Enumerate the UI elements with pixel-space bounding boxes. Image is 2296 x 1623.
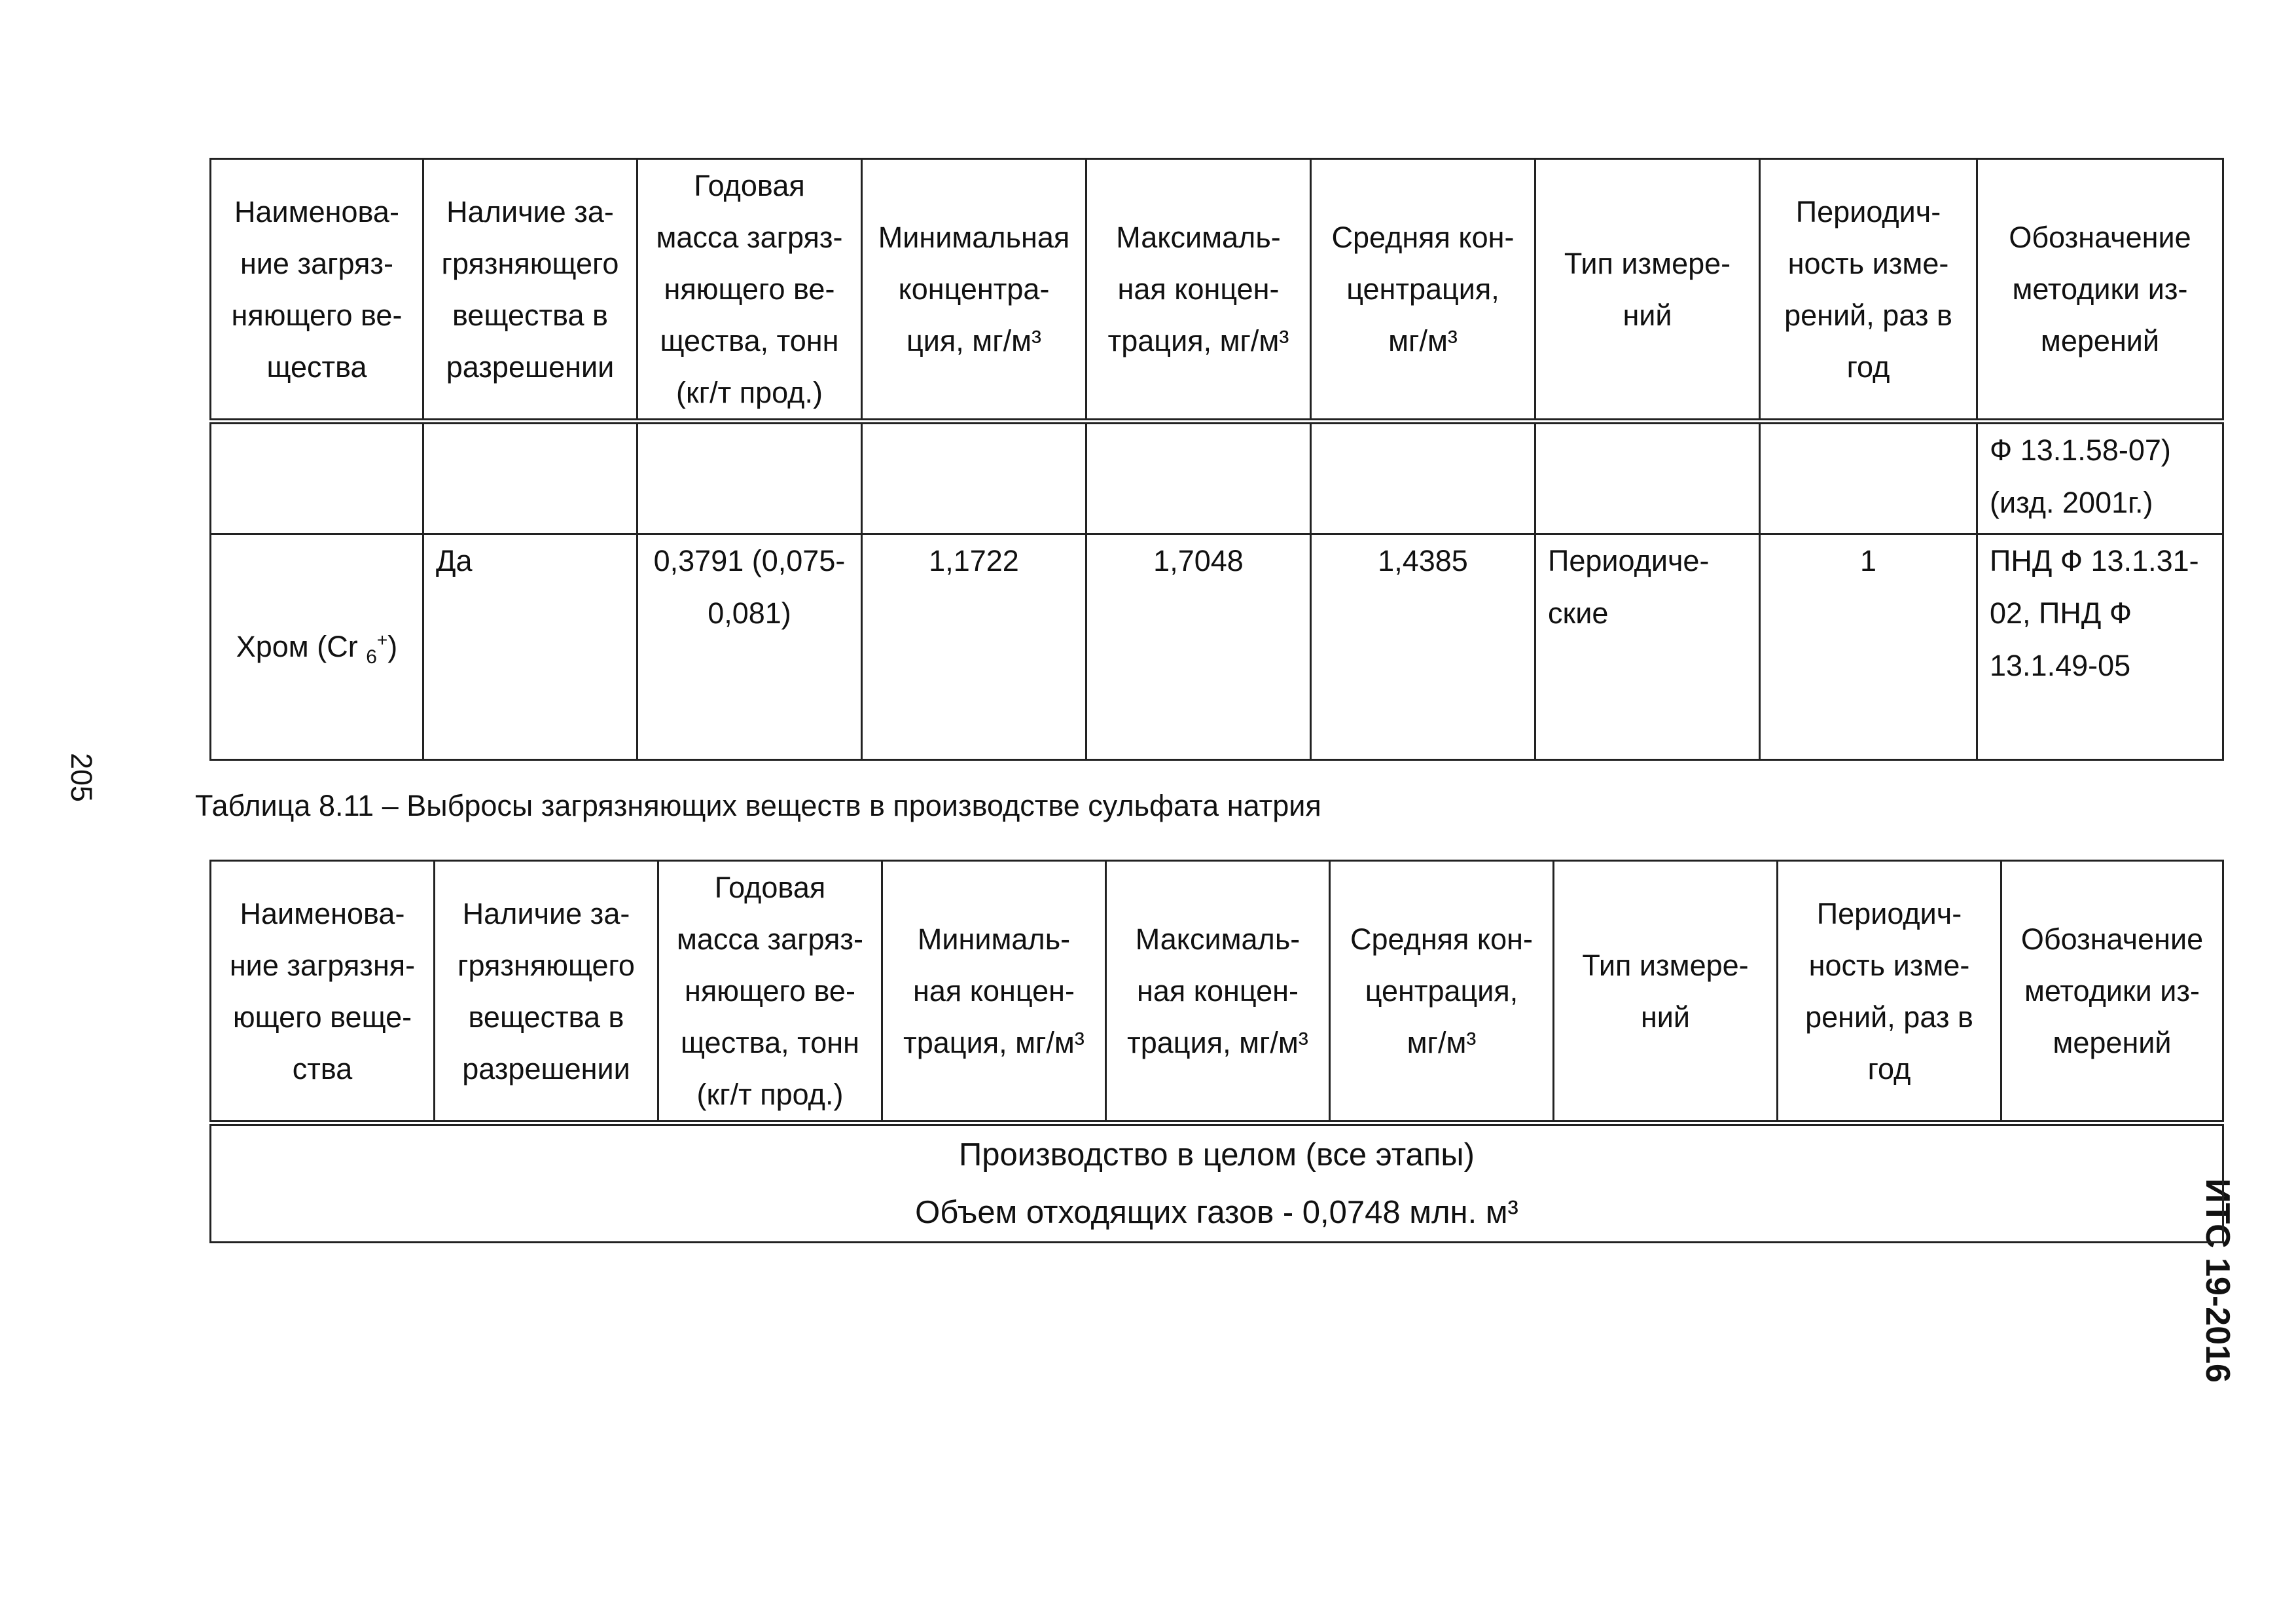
header-in-permit: Наличие за-грязняющего вещества в разрешении [435, 861, 658, 1123]
cell-substance [211, 422, 423, 534]
header-method: Обозначение методики из-мерений [2001, 861, 2223, 1123]
cell-max-conc [1086, 422, 1311, 534]
table-header-row [211, 159, 2223, 422]
cell-measure-type [1535, 422, 1760, 534]
header-max-conc: Максималь-ная концен-трация, мг/м³ [1106, 861, 1330, 1123]
emissions-table-continued [209, 158, 2224, 761]
table-caption: Таблица 8.11 – Выбросы загрязняющих веществ в производстве сульфата натрия [195, 789, 1321, 822]
cell-in-permit: Да [423, 534, 637, 760]
header-avg-conc: Средняя кон-центрация, мг/м³ [1311, 159, 1535, 422]
cell-avg-conc [1311, 422, 1535, 534]
header-measure-type: Тип измере-ний [1554, 861, 1778, 1123]
header-max-conc: Максималь-ная концен-трация, мг/м³ [1086, 159, 1311, 422]
section-cell [211, 1123, 2223, 1243]
cell-in-permit [423, 422, 637, 534]
cell-min-conc [862, 422, 1086, 534]
cell-method: ПНД Ф 13.1.31-02, ПНД Ф 13.1.49-05 [1977, 534, 2223, 760]
header-min-conc: Минимальная концентра-ция, мг/м³ [862, 159, 1086, 422]
header-measure-type: Тип измере-ний [1535, 159, 1760, 422]
header-substance: Наименова-ние загрязня-ющего веще-ства [211, 861, 435, 1123]
section-title: Производство в целом (все этапы) [959, 1137, 1475, 1173]
table-header-row [211, 861, 2223, 1123]
header-annual-mass: Годовая масса загряз-няющего ве-щества, тонн (кг/т прод.) [637, 159, 862, 422]
exhaust-volume: Объем отходящих газов - 0,0748 млн. м³ [915, 1195, 1518, 1230]
cell-annual-mass: 0,3791 (0,075-0,081) [637, 534, 862, 760]
table-row [211, 422, 2223, 534]
cell-method: Ф 13.1.58-07) (изд. 2001г.) [1977, 422, 2223, 534]
header-periodicity: Периодич-ность изме-рений, раз в год [1760, 159, 1977, 422]
header-annual-mass: Годовая масса загряз-няющего ве-щества, тонн (кг/т прод.) [658, 861, 882, 1123]
table-row [211, 534, 2223, 760]
header-avg-conc: Средняя кон-центрация, мг/м³ [1330, 861, 1554, 1123]
page-number: 205 [65, 753, 98, 803]
cell-measure-type: Периодиче-ские [1535, 534, 1760, 760]
cell-substance [211, 534, 423, 760]
header-substance: Наименова-ние загряз-няющего ве-щества [211, 159, 423, 422]
document-code: ИТС 19-2016 [2198, 1178, 2236, 1383]
header-in-permit: Наличие за-грязняющего вещества в разрешении [423, 159, 637, 422]
cell-periodicity [1760, 422, 1977, 534]
cell-min-conc: 1,1722 [862, 534, 1086, 760]
cell-periodicity: 1 [1760, 534, 1977, 760]
substance-name: Хром (Cr $_6$+) [236, 630, 398, 668]
cell-avg-conc: 1,4385 [1311, 534, 1535, 760]
cell-annual-mass [637, 422, 862, 534]
header-min-conc: Минималь-ная концен-трация, мг/м³ [882, 861, 1106, 1123]
table-section-row [211, 1123, 2223, 1243]
cell-max-conc: 1,7048 [1086, 534, 1311, 760]
emissions-table-8-11 [209, 860, 2224, 1243]
header-periodicity: Периодич-ность изме-рений, раз в год [1778, 861, 2001, 1123]
header-method: Обозначение методики из-мерений [1977, 159, 2223, 422]
